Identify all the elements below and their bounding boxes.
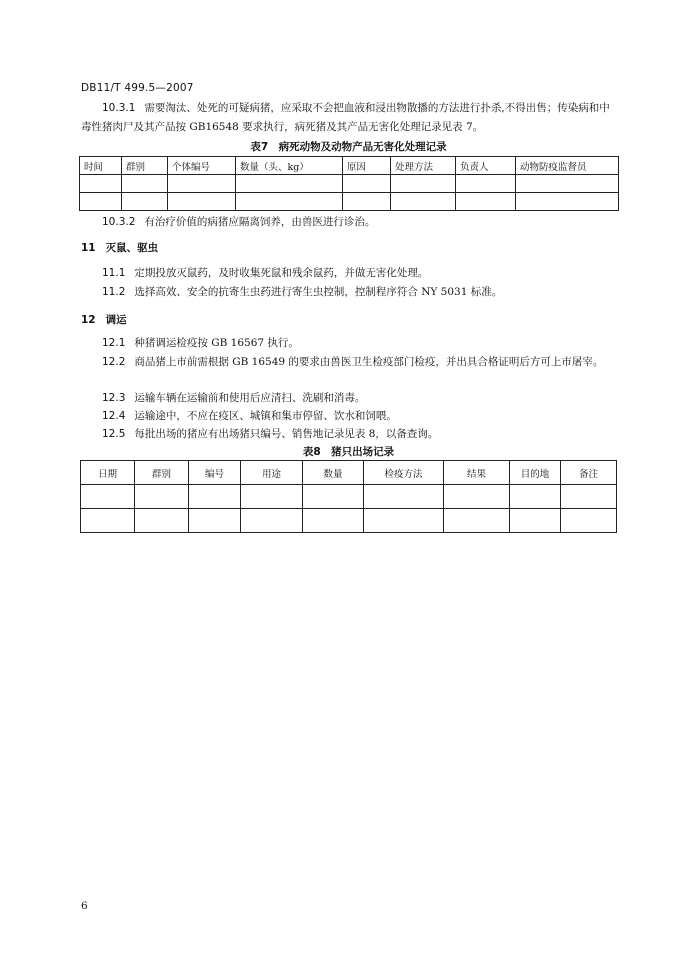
table-cell — [516, 193, 619, 211]
column-header: 动物防疫监督员 — [516, 157, 619, 175]
table-cell — [456, 193, 516, 211]
table-cell — [444, 509, 510, 533]
table-cell — [135, 485, 189, 509]
clause-10-3-1 — [81, 99, 616, 137]
clause-12-5 — [81, 425, 616, 444]
table-cell — [456, 175, 516, 193]
clause-number: 11.2 — [102, 286, 126, 298]
table-cell — [303, 509, 364, 533]
clause-number: 10.3.2 — [102, 216, 136, 228]
table-row — [81, 509, 617, 533]
column-header: 原因 — [343, 157, 391, 175]
table-cell — [561, 485, 617, 509]
table-7-caption: 表7 病死动物及动物产品无害化处理记录 — [250, 141, 447, 153]
table-cell — [81, 509, 135, 533]
table-cell — [510, 485, 561, 509]
column-header: 备注 — [561, 461, 617, 485]
standard-code: DB11/T 499.5—2007 — [81, 82, 194, 94]
table-cell — [80, 175, 122, 193]
clause-number: 12.3 — [102, 392, 126, 404]
clause-number: 12.5 — [102, 428, 126, 440]
clause-12-2 — [81, 353, 616, 372]
column-header: 日期 — [81, 461, 135, 485]
clause-text: 选择高效、安全的抗寄生虫药进行寄生虫控制，控制程序符合 NY 5031 标准。 — [134, 286, 503, 298]
table-cell — [364, 485, 444, 509]
clause-text: 定期投放灭鼠药，及时收集死鼠和残余鼠药，并做无害化处理。 — [134, 267, 429, 279]
table-cell — [189, 509, 241, 533]
column-header: 目的地 — [510, 461, 561, 485]
section-number: 11 — [81, 242, 96, 254]
section-title: 灭鼠、驱虫 — [105, 242, 159, 254]
clause-12-1 — [81, 334, 616, 353]
table-header-row — [81, 461, 617, 485]
column-header: 群别 — [135, 461, 189, 485]
table-cell — [241, 509, 303, 533]
table-cell — [81, 485, 135, 509]
section-12-heading — [81, 312, 127, 327]
column-header: 群别 — [122, 157, 168, 175]
column-header: 检疫方法 — [364, 461, 444, 485]
table-cell — [168, 175, 236, 193]
table-cell — [80, 193, 122, 211]
clause-number: 10.3.1 — [102, 102, 136, 114]
clause-12-4 — [81, 407, 616, 426]
table-cell — [189, 485, 241, 509]
column-header: 时间 — [80, 157, 122, 175]
clause-text: 运输车辆在运输前和使用后应清扫、洗刷和消毒。 — [134, 392, 366, 404]
table-cell — [444, 485, 510, 509]
table-cell — [122, 193, 168, 211]
table-row — [81, 485, 617, 509]
table-cell — [510, 509, 561, 533]
column-header: 结果 — [444, 461, 510, 485]
table-cell — [364, 509, 444, 533]
column-header: 处理方法 — [391, 157, 456, 175]
table-cell — [391, 175, 456, 193]
clause-text: 有治疗价值的病猪应隔离饲养，由兽医进行诊治。 — [144, 216, 376, 228]
clause-12-3 — [81, 389, 616, 408]
column-header: 数量（头、kg） — [236, 157, 343, 175]
section-title: 调运 — [105, 314, 127, 326]
clause-text: 种猪调运检疫按 GB 16567 执行。 — [134, 337, 299, 349]
table-cell — [135, 509, 189, 533]
clause-11-1 — [81, 264, 616, 283]
column-header: 个体编号 — [168, 157, 236, 175]
page-number: 6 — [81, 900, 88, 912]
column-header: 用途 — [241, 461, 303, 485]
table-row — [80, 193, 619, 211]
column-header: 编号 — [189, 461, 241, 485]
clause-number: 12.2 — [102, 356, 126, 368]
section-11-heading — [81, 240, 158, 255]
table-8-caption: 表8 猪只出场记录 — [302, 446, 395, 458]
clause-number: 11.1 — [102, 267, 126, 279]
table-cell — [241, 485, 303, 509]
column-header: 数量 — [303, 461, 364, 485]
clause-10-3-2 — [81, 213, 616, 232]
table-7 — [79, 156, 619, 211]
section-number: 12 — [81, 314, 96, 326]
column-header: 负责人 — [456, 157, 516, 175]
clause-11-2 — [81, 283, 616, 302]
clause-text: 商品猪上市前需根据 GB 16549 的要求由兽医卫生检疫部门检疫，并出具合格证明后方可上市屠宰。 — [134, 356, 604, 368]
table-cell — [343, 193, 391, 211]
table-cell — [168, 193, 236, 211]
table-cell — [236, 175, 343, 193]
clause-text: 每批出场的猪应有出场猪只编号、销售地记录见表 8，以备查询。 — [134, 428, 439, 440]
table-cell — [343, 175, 391, 193]
table-cell — [516, 175, 619, 193]
clause-text: 运输途中，不应在疫区、城镇和集市停留、饮水和饲喂。 — [134, 410, 397, 422]
clause-text: 需要淘汰、处死的可疑病猪，应采取不会把血液和浸出物散播的方法进行扑杀,不得出售；传染病和中毒性猪肉尸及其产品按 GB16548 要求执行，病死猪及其产品无害化处理记录见表 7。 — [81, 102, 610, 133]
table-header-row — [80, 157, 619, 175]
table-cell — [391, 193, 456, 211]
table-row — [80, 175, 619, 193]
table-cell — [122, 175, 168, 193]
table-cell — [561, 509, 617, 533]
clause-number: 12.1 — [102, 337, 126, 349]
table-cell — [303, 485, 364, 509]
table-8 — [80, 460, 617, 533]
table-cell — [236, 193, 343, 211]
clause-number: 12.4 — [102, 410, 126, 422]
